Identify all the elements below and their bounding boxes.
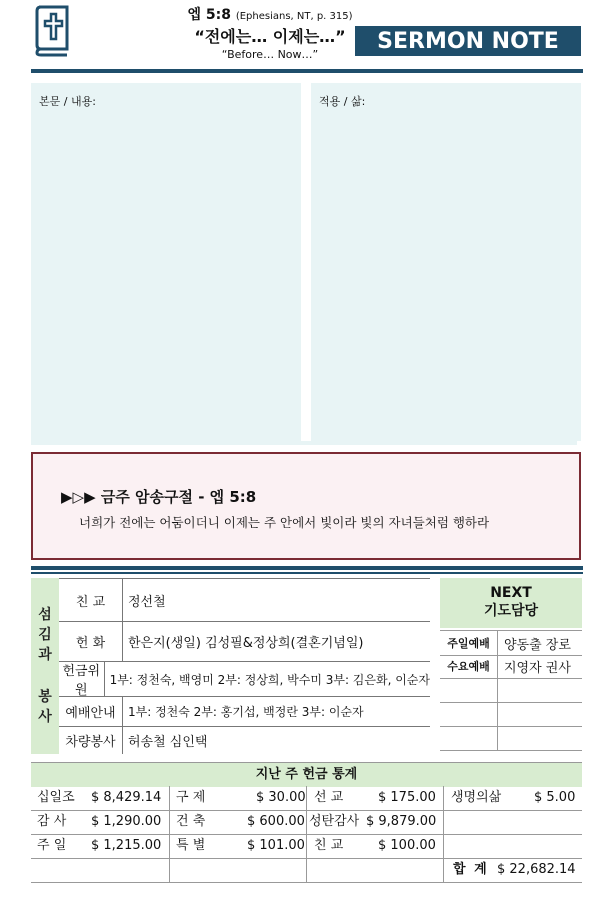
next-prayer-label — [440, 726, 498, 750]
service-row-vehicle — [59, 727, 430, 754]
next-prayer-label: 주일예배 — [440, 631, 498, 655]
content-notes-label: 본문 / 내용: — [39, 95, 96, 108]
next-prayer-row — [440, 654, 582, 679]
offering-total-amount: $ 22,682.14 — [497, 862, 576, 877]
next-prayer-row — [440, 630, 582, 656]
next-prayer-value: 양동출 장로 — [504, 637, 571, 653]
next-prayer-row — [440, 678, 582, 703]
sermon-note-badge: SERMON NOTE — [355, 22, 581, 56]
service-row-value: 1부: 정천숙 2부: 홍기섭, 백정란 3부: 이순자 — [128, 705, 364, 719]
next-prayer-row — [440, 702, 582, 727]
offering-label: 감 사 — [37, 814, 67, 829]
offering-amount: $ 600.00 — [247, 814, 305, 829]
service-row-value: 정선철 — [128, 594, 166, 610]
service-row-flowers — [59, 621, 430, 662]
sermon-subtitle: “Before… Now…” — [221, 48, 319, 61]
offering-amount: $ 5.00 — [534, 790, 576, 805]
service-row-offering-committee — [59, 662, 430, 697]
offering-amount: $ 1,215.00 — [91, 838, 162, 853]
offering-label: 선 교 — [314, 790, 344, 805]
offering-total-label: 합 계 — [453, 862, 489, 877]
offering-amount: $ 9,879.00 — [366, 814, 437, 829]
offering-column-divider — [306, 786, 307, 882]
next-prayer-label — [440, 702, 498, 726]
sermon-title: “전에는… 이제는…” — [194, 27, 346, 46]
next-prayer-label — [440, 678, 498, 702]
offering-label: 십일조 — [37, 790, 75, 805]
service-row-label: 헌 화 — [59, 621, 123, 661]
offering-column-divider — [169, 786, 170, 882]
memory-verse-heading: ▶▷▶ 금주 암송구절 - 엡 5:8 — [61, 488, 257, 506]
next-prayer-label: 수요예배 — [440, 654, 498, 678]
service-row-fellowship — [59, 578, 430, 622]
header-divider — [31, 69, 583, 73]
offering-stats-heading: 지난 주 헌금 통계 — [31, 762, 582, 787]
service-row-value: 1부: 정천숙, 백영미 2부: 정상희, 박수미 3부: 김은화, 이순자 — [109, 672, 430, 687]
offering-label: 건 축 — [176, 814, 206, 829]
memory-verse-text: 너희가 전에는 어둠이더니 이제는 주 안에서 빛이라 빛의 자녀들처럼 행하라 — [79, 515, 490, 530]
offering-amount: $ 175.00 — [378, 790, 436, 805]
next-prayer-heading: NEXT 기도담당 — [440, 578, 582, 628]
offering-amount: $ 101.00 — [247, 838, 305, 853]
offering-label: 생명의삶 — [451, 790, 502, 805]
service-row-label: 예배안내 — [59, 697, 123, 726]
offering-label: 특 별 — [176, 838, 206, 853]
section-divider-thin — [31, 572, 583, 574]
offering-amount: $ 30.00 — [256, 790, 306, 805]
offering-amount: $ 8,429.14 — [91, 790, 162, 805]
offering-amount: $ 1,290.00 — [91, 814, 162, 829]
offering-label: 친 교 — [314, 838, 344, 853]
bible-icon — [33, 5, 73, 57]
offering-label: 성탄감사 — [309, 814, 360, 829]
service-row-value: 허송철 심인택 — [128, 735, 208, 750]
next-prayer-value: 지영자 권사 — [504, 660, 571, 676]
scripture-reference: 엡 5:8 (Ephesians, NT, p. 315) — [187, 7, 353, 23]
offering-label: 주 일 — [37, 838, 67, 853]
reference-note: (Ephesians, NT, p. 315) — [235, 11, 353, 22]
service-side-label: 섬 김 과 봉 사 — [31, 578, 59, 754]
service-row-label: 친 교 — [59, 579, 123, 621]
offering-amount: $ 100.00 — [378, 838, 436, 853]
service-row-label: 헌금위원 — [59, 662, 105, 696]
next-prayer-row — [440, 726, 582, 751]
notes-bottom-strip — [31, 441, 577, 445]
application-notes-panel[interactable] — [311, 83, 581, 441]
offering-label: 구 제 — [176, 790, 206, 805]
offering-column-divider — [443, 786, 444, 882]
service-row-value: 한은지(생일) 김성필&정상희(결혼기념일) — [128, 635, 364, 651]
section-divider — [31, 566, 583, 570]
service-row-label: 차량봉사 — [59, 727, 123, 754]
application-notes-label: 적용 / 삶: — [319, 95, 366, 108]
memory-verse-box — [31, 452, 581, 560]
content-notes-panel[interactable] — [31, 83, 301, 441]
service-row-ushers — [59, 697, 430, 727]
